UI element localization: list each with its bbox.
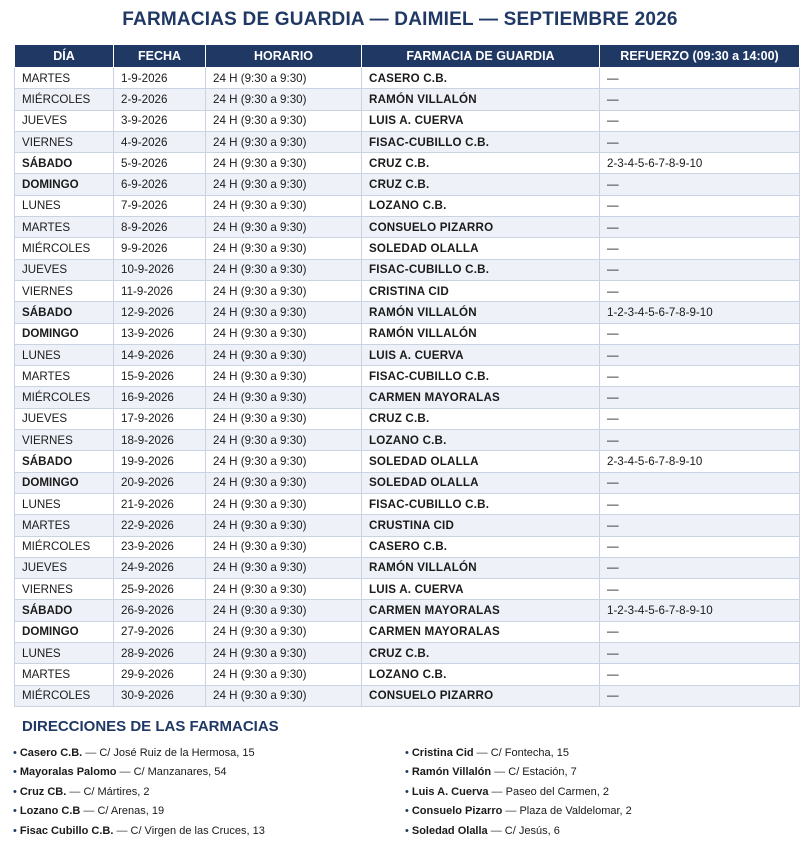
cell-day: VIERNES bbox=[15, 430, 114, 451]
pharmacy-address: C/ Fontecha, 15 bbox=[490, 747, 569, 759]
bullet-icon: • bbox=[405, 747, 409, 759]
cell-reinforcement: — bbox=[600, 68, 800, 89]
cell-hours: 24 H (9:30 a 9:30) bbox=[206, 557, 362, 578]
table-row bbox=[15, 280, 800, 301]
cell-pharmacy: LOZANO C.B. bbox=[362, 430, 600, 451]
pharmacy-name: Cristina Cid bbox=[411, 747, 474, 759]
cell-pharmacy: CRUZ C.B. bbox=[362, 408, 600, 429]
pharmacy-name: Ramón Villalón bbox=[411, 766, 492, 779]
address-item bbox=[405, 802, 632, 821]
cell-pharmacy: SOLEDAD OLALLA bbox=[362, 472, 600, 493]
table-row bbox=[15, 515, 800, 536]
cell-reinforcement: — bbox=[600, 238, 800, 259]
bullet-icon: • bbox=[405, 824, 409, 837]
bullet-icon: • bbox=[13, 747, 17, 759]
dash-separator: — bbox=[490, 824, 502, 837]
cell-date: 1-9-2026 bbox=[114, 68, 206, 89]
cell-day: LUNES bbox=[15, 643, 114, 664]
cell-day: SÁBADO bbox=[15, 153, 114, 174]
cell-date: 8-9-2026 bbox=[114, 217, 206, 238]
cell-pharmacy: CRUSTINA CID bbox=[362, 515, 600, 536]
cell-date: 28-9-2026 bbox=[114, 643, 206, 664]
pharmacy-address: C/ José Ruiz de la Hermosa, 15 bbox=[99, 747, 255, 759]
cell-reinforcement: — bbox=[600, 131, 800, 152]
table-row bbox=[15, 153, 800, 174]
table-row bbox=[15, 685, 800, 706]
cell-hours: 24 H (9:30 a 9:30) bbox=[206, 302, 362, 323]
cell-hours: 24 H (9:30 a 9:30) bbox=[206, 600, 362, 621]
cell-reinforcement: — bbox=[600, 366, 800, 387]
column-header-date: FECHA bbox=[114, 45, 206, 68]
cell-pharmacy: FISAC-CUBILLO C.B. bbox=[362, 366, 600, 387]
cell-hours: 24 H (9:30 a 9:30) bbox=[206, 344, 362, 365]
cell-hours: 24 H (9:30 a 9:30) bbox=[206, 621, 362, 642]
cell-day: LUNES bbox=[15, 344, 114, 365]
cell-date: 7-9-2026 bbox=[114, 195, 206, 216]
addresses-title: DIRECCIONES DE LAS FARMACIAS bbox=[22, 718, 279, 735]
cell-hours: 24 H (9:30 a 9:30) bbox=[206, 259, 362, 280]
address-item bbox=[13, 744, 265, 763]
cell-hours: 24 H (9:30 a 9:30) bbox=[206, 408, 362, 429]
table-row bbox=[15, 68, 800, 89]
cell-day: MIÉRCOLES bbox=[15, 238, 114, 259]
cell-date: 2-9-2026 bbox=[114, 89, 206, 110]
cell-hours: 24 H (9:30 a 9:30) bbox=[206, 217, 362, 238]
cell-day: MARTES bbox=[15, 366, 114, 387]
cell-day: VIERNES bbox=[15, 579, 114, 600]
cell-date: 20-9-2026 bbox=[114, 472, 206, 493]
pharmacy-name: Casero C.B. bbox=[19, 747, 83, 759]
cell-day: JUEVES bbox=[15, 110, 114, 131]
cell-reinforcement: — bbox=[600, 217, 800, 238]
cell-date: 17-9-2026 bbox=[114, 408, 206, 429]
cell-hours: 24 H (9:30 a 9:30) bbox=[206, 472, 362, 493]
cell-reinforcement: — bbox=[600, 110, 800, 131]
pharmacy-address: C/ Manzanares, 54 bbox=[133, 766, 227, 779]
cell-hours: 24 H (9:30 a 9:30) bbox=[206, 430, 362, 451]
table-row bbox=[15, 557, 800, 578]
cell-day: DOMINGO bbox=[15, 621, 114, 642]
pharmacy-address: C/ Arenas, 19 bbox=[97, 805, 165, 818]
table-row bbox=[15, 664, 800, 685]
address-item bbox=[405, 744, 632, 763]
table-row bbox=[15, 579, 800, 600]
cell-date: 14-9-2026 bbox=[114, 344, 206, 365]
cell-pharmacy: RAMÓN VILLALÓN bbox=[362, 302, 600, 323]
cell-pharmacy: FISAC-CUBILLO C.B. bbox=[362, 493, 600, 514]
cell-pharmacy: CARMEN MAYORALAS bbox=[362, 387, 600, 408]
cell-reinforcement: — bbox=[600, 685, 800, 706]
cell-date: 23-9-2026 bbox=[114, 536, 206, 557]
table-row bbox=[15, 472, 800, 493]
cell-pharmacy: LOZANO C.B. bbox=[362, 195, 600, 216]
cell-date: 6-9-2026 bbox=[114, 174, 206, 195]
cell-date: 22-9-2026 bbox=[114, 515, 206, 536]
cell-hours: 24 H (9:30 a 9:30) bbox=[206, 131, 362, 152]
dash-separator: — bbox=[116, 824, 128, 837]
cell-date: 21-9-2026 bbox=[114, 493, 206, 514]
cell-day: JUEVES bbox=[15, 259, 114, 280]
cell-hours: 24 H (9:30 a 9:30) bbox=[206, 174, 362, 195]
pharmacy-name: Fisac Cubillo C.B. bbox=[19, 824, 114, 837]
dash-separator: — bbox=[85, 747, 97, 759]
cell-hours: 24 H (9:30 a 9:30) bbox=[206, 387, 362, 408]
cell-hours: 24 H (9:30 a 9:30) bbox=[206, 153, 362, 174]
pharmacy-address: Paseo del Carmen, 2 bbox=[505, 785, 609, 798]
cell-pharmacy: LUIS A. CUERVA bbox=[362, 344, 600, 365]
cell-day: DOMINGO bbox=[15, 472, 114, 493]
cell-day: LUNES bbox=[15, 493, 114, 514]
table-row bbox=[15, 536, 800, 557]
cell-pharmacy: CRUZ C.B. bbox=[362, 174, 600, 195]
cell-reinforcement: — bbox=[600, 430, 800, 451]
cell-reinforcement: — bbox=[600, 643, 800, 664]
bullet-icon: • bbox=[13, 805, 17, 818]
cell-reinforcement: — bbox=[600, 621, 800, 642]
cell-pharmacy: SOLEDAD OLALLA bbox=[362, 451, 600, 472]
cell-hours: 24 H (9:30 a 9:30) bbox=[206, 643, 362, 664]
table-row bbox=[15, 89, 800, 110]
cell-reinforcement: — bbox=[600, 493, 800, 514]
bullet-icon: • bbox=[405, 785, 409, 798]
cell-pharmacy: CASERO C.B. bbox=[362, 68, 600, 89]
cell-hours: 24 H (9:30 a 9:30) bbox=[206, 68, 362, 89]
bullet-icon: • bbox=[405, 766, 409, 779]
pharmacy-name: Cruz CB. bbox=[19, 785, 67, 798]
address-item bbox=[13, 802, 265, 821]
table-row bbox=[15, 344, 800, 365]
bullet-icon: • bbox=[13, 785, 17, 798]
address-item bbox=[13, 783, 265, 802]
table-row bbox=[15, 195, 800, 216]
cell-hours: 24 H (9:30 a 9:30) bbox=[206, 664, 362, 685]
cell-hours: 24 H (9:30 a 9:30) bbox=[206, 685, 362, 706]
cell-reinforcement: 1-2-3-4-5-6-7-8-9-10 bbox=[600, 600, 800, 621]
duty-schedule-table bbox=[14, 44, 800, 707]
table-row bbox=[15, 408, 800, 429]
dash-separator: — bbox=[494, 766, 506, 779]
cell-hours: 24 H (9:30 a 9:30) bbox=[206, 238, 362, 259]
address-item bbox=[13, 822, 265, 841]
cell-day: MARTES bbox=[15, 664, 114, 685]
bullet-icon: • bbox=[13, 766, 17, 779]
address-item bbox=[405, 763, 632, 782]
cell-date: 12-9-2026 bbox=[114, 302, 206, 323]
cell-reinforcement: — bbox=[600, 536, 800, 557]
cell-day: MIÉRCOLES bbox=[15, 536, 114, 557]
cell-reinforcement: — bbox=[600, 344, 800, 365]
addresses-right-column bbox=[405, 744, 632, 841]
cell-reinforcement: — bbox=[600, 664, 800, 685]
address-item bbox=[13, 763, 265, 782]
cell-day: SÁBADO bbox=[15, 600, 114, 621]
cell-reinforcement: 1-2-3-4-5-6-7-8-9-10 bbox=[600, 302, 800, 323]
pharmacy-address: Plaza de Valdelomar, 2 bbox=[519, 805, 632, 818]
cell-reinforcement: — bbox=[600, 387, 800, 408]
cell-hours: 24 H (9:30 a 9:30) bbox=[206, 451, 362, 472]
cell-pharmacy: LUIS A. CUERVA bbox=[362, 579, 600, 600]
cell-reinforcement: 2-3-4-5-6-7-8-9-10 bbox=[600, 451, 800, 472]
cell-reinforcement: — bbox=[600, 579, 800, 600]
bullet-icon: • bbox=[405, 805, 409, 818]
cell-reinforcement: — bbox=[600, 557, 800, 578]
cell-date: 10-9-2026 bbox=[114, 259, 206, 280]
cell-hours: 24 H (9:30 a 9:30) bbox=[206, 579, 362, 600]
table-row bbox=[15, 323, 800, 344]
cell-date: 25-9-2026 bbox=[114, 579, 206, 600]
cell-pharmacy: CRISTINA CID bbox=[362, 280, 600, 301]
cell-pharmacy: LOZANO C.B. bbox=[362, 664, 600, 685]
addresses-left-column bbox=[13, 744, 265, 841]
cell-pharmacy: RAMÓN VILLALÓN bbox=[362, 89, 600, 110]
cell-date: 16-9-2026 bbox=[114, 387, 206, 408]
cell-pharmacy: FISAC-CUBILLO C.B. bbox=[362, 131, 600, 152]
cell-date: 4-9-2026 bbox=[114, 131, 206, 152]
pharmacy-address: C/ Jesús, 6 bbox=[504, 824, 560, 837]
table-row bbox=[15, 217, 800, 238]
cell-day: SÁBADO bbox=[15, 302, 114, 323]
cell-date: 18-9-2026 bbox=[114, 430, 206, 451]
table-header-row bbox=[15, 45, 800, 68]
cell-date: 11-9-2026 bbox=[114, 280, 206, 301]
cell-reinforcement: — bbox=[600, 195, 800, 216]
table-row bbox=[15, 174, 800, 195]
cell-day: VIERNES bbox=[15, 131, 114, 152]
cell-day: MARTES bbox=[15, 68, 114, 89]
cell-pharmacy: CONSUELO PIZARRO bbox=[362, 217, 600, 238]
cell-date: 24-9-2026 bbox=[114, 557, 206, 578]
cell-reinforcement: — bbox=[600, 259, 800, 280]
cell-pharmacy: CRUZ C.B. bbox=[362, 643, 600, 664]
table-row bbox=[15, 451, 800, 472]
cell-day: JUEVES bbox=[15, 408, 114, 429]
pharmacy-name: Mayoralas Palomo bbox=[19, 766, 117, 779]
table-row bbox=[15, 621, 800, 642]
cell-reinforcement: — bbox=[600, 174, 800, 195]
pharmacy-name: Soledad Olalla bbox=[411, 824, 488, 837]
table-row bbox=[15, 131, 800, 152]
cell-pharmacy: SOLEDAD OLALLA bbox=[362, 238, 600, 259]
column-header-hours: HORARIO bbox=[206, 45, 362, 68]
pharmacy-name: Consuelo Pizarro bbox=[411, 805, 503, 818]
address-item bbox=[405, 822, 632, 841]
cell-pharmacy: FISAC-CUBILLO C.B. bbox=[362, 259, 600, 280]
cell-hours: 24 H (9:30 a 9:30) bbox=[206, 195, 362, 216]
dash-separator: — bbox=[69, 785, 81, 798]
cell-day: DOMINGO bbox=[15, 174, 114, 195]
cell-hours: 24 H (9:30 a 9:30) bbox=[206, 515, 362, 536]
cell-date: 19-9-2026 bbox=[114, 451, 206, 472]
table-row bbox=[15, 366, 800, 387]
cell-hours: 24 H (9:30 a 9:30) bbox=[206, 536, 362, 557]
cell-date: 30-9-2026 bbox=[114, 685, 206, 706]
table-body bbox=[15, 68, 800, 707]
cell-day: MIÉRCOLES bbox=[15, 89, 114, 110]
column-header-pharmacy: FARMACIA DE GUARDIA bbox=[362, 45, 600, 68]
table-row bbox=[15, 259, 800, 280]
table-row bbox=[15, 302, 800, 323]
cell-hours: 24 H (9:30 a 9:30) bbox=[206, 110, 362, 131]
table-row bbox=[15, 600, 800, 621]
cell-day: VIERNES bbox=[15, 280, 114, 301]
cell-pharmacy: CARMEN MAYORALAS bbox=[362, 600, 600, 621]
cell-date: 29-9-2026 bbox=[114, 664, 206, 685]
pharmacy-name: Lozano C.B bbox=[19, 805, 81, 818]
cell-day: SÁBADO bbox=[15, 451, 114, 472]
dash-separator: — bbox=[83, 805, 95, 818]
cell-day: MIÉRCOLES bbox=[15, 685, 114, 706]
dash-separator: — bbox=[491, 785, 503, 798]
cell-day: MARTES bbox=[15, 217, 114, 238]
pharmacy-address: C/ Mártires, 2 bbox=[83, 785, 150, 798]
cell-pharmacy: CASERO C.B. bbox=[362, 536, 600, 557]
table-row bbox=[15, 110, 800, 131]
cell-hours: 24 H (9:30 a 9:30) bbox=[206, 323, 362, 344]
table-row bbox=[15, 643, 800, 664]
cell-pharmacy: CARMEN MAYORALAS bbox=[362, 621, 600, 642]
cell-day: MIÉRCOLES bbox=[15, 387, 114, 408]
table-row bbox=[15, 238, 800, 259]
cell-day: MARTES bbox=[15, 515, 114, 536]
dash-separator: — bbox=[505, 805, 517, 818]
cell-hours: 24 H (9:30 a 9:30) bbox=[206, 493, 362, 514]
cell-day: JUEVES bbox=[15, 557, 114, 578]
cell-pharmacy: LUIS A. CUERVA bbox=[362, 110, 600, 131]
bullet-icon: • bbox=[13, 824, 17, 837]
cell-date: 5-9-2026 bbox=[114, 153, 206, 174]
cell-hours: 24 H (9:30 a 9:30) bbox=[206, 366, 362, 387]
cell-pharmacy: RAMÓN VILLALÓN bbox=[362, 557, 600, 578]
cell-day: LUNES bbox=[15, 195, 114, 216]
pharmacy-address: C/ Virgen de las Cruces, 13 bbox=[130, 824, 265, 837]
cell-date: 15-9-2026 bbox=[114, 366, 206, 387]
cell-hours: 24 H (9:30 a 9:30) bbox=[206, 280, 362, 301]
cell-reinforcement: — bbox=[600, 323, 800, 344]
cell-reinforcement: — bbox=[600, 515, 800, 536]
address-item bbox=[405, 783, 632, 802]
cell-pharmacy: RAMÓN VILLALÓN bbox=[362, 323, 600, 344]
page-title: FARMACIAS DE GUARDIA — DAIMIEL — SEPTIEMBRE 2026 bbox=[122, 9, 678, 30]
cell-reinforcement: — bbox=[600, 89, 800, 110]
table-row bbox=[15, 430, 800, 451]
cell-date: 3-9-2026 bbox=[114, 110, 206, 131]
cell-date: 27-9-2026 bbox=[114, 621, 206, 642]
cell-reinforcement: — bbox=[600, 408, 800, 429]
cell-hours: 24 H (9:30 a 9:30) bbox=[206, 89, 362, 110]
cell-pharmacy: CRUZ C.B. bbox=[362, 153, 600, 174]
cell-reinforcement: — bbox=[600, 472, 800, 493]
cell-reinforcement: — bbox=[600, 280, 800, 301]
column-header-reinforcement: REFUERZO (09:30 a 14:00) bbox=[600, 45, 800, 68]
dash-separator: — bbox=[476, 747, 488, 759]
dash-separator: — bbox=[119, 766, 131, 779]
pharmacy-name: Luis A. Cuerva bbox=[411, 785, 489, 798]
cell-date: 26-9-2026 bbox=[114, 600, 206, 621]
table-row bbox=[15, 493, 800, 514]
cell-reinforcement: 2-3-4-5-6-7-8-9-10 bbox=[600, 153, 800, 174]
column-header-day: DÍA bbox=[15, 45, 114, 68]
pharmacy-address: C/ Estación, 7 bbox=[508, 766, 577, 779]
cell-day: DOMINGO bbox=[15, 323, 114, 344]
table-row bbox=[15, 387, 800, 408]
cell-pharmacy: CONSUELO PIZARRO bbox=[362, 685, 600, 706]
cell-date: 13-9-2026 bbox=[114, 323, 206, 344]
cell-date: 9-9-2026 bbox=[114, 238, 206, 259]
